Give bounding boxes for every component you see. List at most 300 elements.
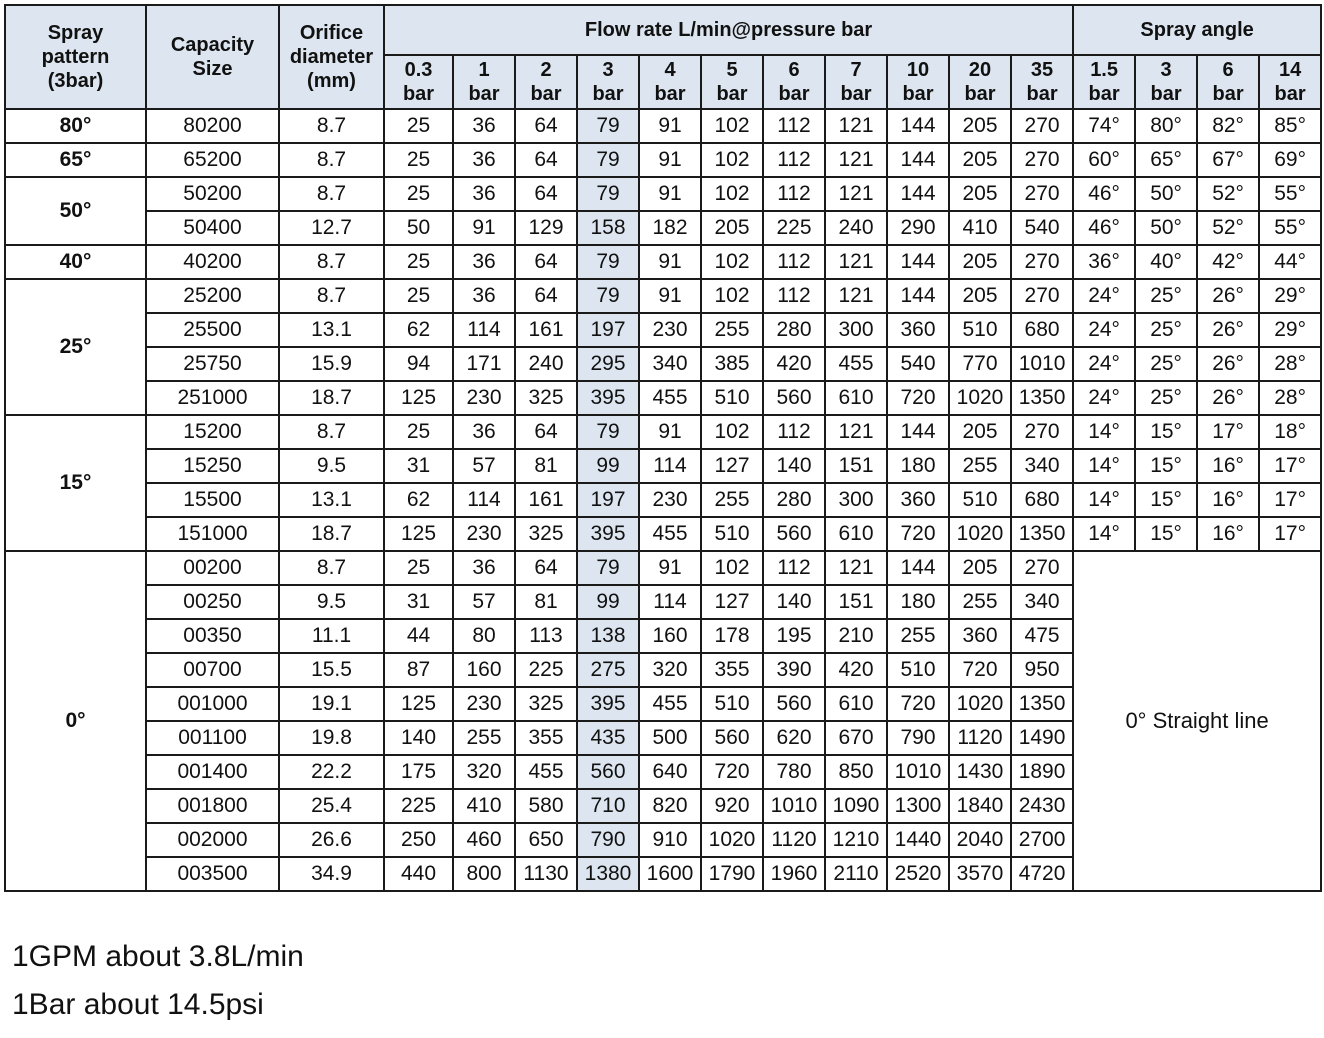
flow-rate-cell: 540 [887, 347, 949, 381]
orifice-diameter-cell: 18.7 [279, 517, 384, 551]
orifice-diameter-cell: 8.7 [279, 177, 384, 211]
flow-rate-cell: 25 [384, 279, 453, 313]
flow-rate-cell: 355 [701, 653, 763, 687]
table-row [5, 415, 1321, 449]
flow-rate-cell: 25 [384, 415, 453, 449]
flow-rate-cell: 36 [453, 415, 515, 449]
flow-rate-cell: 87 [384, 653, 453, 687]
flow-rate-cell: 102 [701, 143, 763, 177]
orifice-diameter-cell: 11.1 [279, 619, 384, 653]
flow-rate-cell: 205 [949, 143, 1011, 177]
flow-rate-cell: 455 [639, 517, 701, 551]
flow-rate-cell: 36 [453, 279, 515, 313]
flow-rate-cell: 197 [577, 483, 639, 517]
flow-rate-cell: 610 [825, 381, 887, 415]
flow-pressure-header [825, 55, 887, 109]
spray-angle-cell: 82° [1197, 109, 1259, 143]
pressure-unit: bar [654, 83, 686, 105]
flow-rate-cell: 300 [825, 483, 887, 517]
flow-rate-cell: 435 [577, 721, 639, 755]
flow-rate-cell: 1090 [825, 789, 887, 823]
flow-rate-cell: 1020 [949, 687, 1011, 721]
flow-rate-cell: 112 [763, 279, 825, 313]
flow-rate-cell: 3570 [949, 857, 1011, 891]
flow-rate-cell: 182 [639, 211, 701, 245]
flow-rate-cell: 99 [577, 585, 639, 619]
flow-pressure-header [453, 55, 515, 109]
flow-rate-cell: 102 [701, 177, 763, 211]
straight-line-cell: 0° Straight line [1073, 551, 1321, 891]
orifice-diameter-cell: 13.1 [279, 483, 384, 517]
flow-rate-cell: 114 [639, 585, 701, 619]
flow-rate-cell: 850 [825, 755, 887, 789]
flow-rate-cell: 1210 [825, 823, 887, 857]
flow-rate-cell: 270 [1011, 551, 1073, 585]
flow-rate-cell: 1490 [1011, 721, 1073, 755]
flow-pressure-header [1011, 55, 1073, 109]
table-header [5, 5, 1321, 109]
flow-rate-cell: 94 [384, 347, 453, 381]
flow-rate-cell: 25 [384, 177, 453, 211]
flow-rate-cell: 280 [763, 483, 825, 517]
flow-pressure-header [384, 55, 453, 109]
spray-angle-cell: 46° [1073, 177, 1135, 211]
flow-rate-cell: 610 [825, 687, 887, 721]
flow-rate-cell: 36 [453, 143, 515, 177]
spray-angle-cell: 46° [1073, 211, 1135, 245]
flow-rate-cell: 475 [1011, 619, 1073, 653]
spray-angle-cell: 18° [1259, 415, 1321, 449]
flow-pressure-header [887, 55, 949, 109]
flow-rate-cell: 225 [763, 211, 825, 245]
spray-angle-cell: 15° [1135, 517, 1197, 551]
flow-rate-cell: 138 [577, 619, 639, 653]
spray-pattern-cell: 40° [5, 245, 146, 279]
spray-angle-cell: 44° [1259, 245, 1321, 279]
flow-rate-cell: 81 [515, 585, 577, 619]
flow-rate-cell: 560 [763, 687, 825, 721]
orifice-diameter-cell: 9.5 [279, 449, 384, 483]
spray-angle-cell: 55° [1259, 211, 1321, 245]
flow-rate-cell: 4720 [1011, 857, 1073, 891]
flow-rate-cell: 112 [763, 245, 825, 279]
flow-rate-cell: 79 [577, 245, 639, 279]
pressure-value: 6 [1222, 59, 1234, 81]
nozzle-spec-table [4, 4, 1322, 892]
header-spray-angle: Spray angle [1073, 5, 1321, 55]
flow-rate-cell: 91 [453, 211, 515, 245]
flow-rate-cell: 1350 [1011, 687, 1073, 721]
flow-rate-cell: 230 [453, 517, 515, 551]
flow-rate-cell: 710 [577, 789, 639, 823]
flow-rate-cell: 800 [453, 857, 515, 891]
flow-rate-cell: 225 [384, 789, 453, 823]
flow-rate-cell: 1020 [949, 381, 1011, 415]
flow-rate-cell: 79 [577, 109, 639, 143]
flow-rate-cell: 360 [949, 619, 1011, 653]
flow-rate-cell: 91 [639, 551, 701, 585]
spray-angle-cell: 16° [1197, 483, 1259, 517]
flow-rate-cell: 230 [453, 381, 515, 415]
spray-angle-cell: 52° [1197, 211, 1259, 245]
spray-pattern-cell: 0° [5, 551, 146, 891]
flow-rate-cell: 790 [887, 721, 949, 755]
spray-angle-cell: 24° [1073, 279, 1135, 313]
capacity-size-cell: 00350 [146, 619, 279, 653]
orifice-diameter-cell: 34.9 [279, 857, 384, 891]
table-row [5, 313, 1321, 347]
spray-angle-cell: 26° [1197, 381, 1259, 415]
flow-rate-cell: 64 [515, 551, 577, 585]
flow-rate-cell: 102 [701, 109, 763, 143]
flow-rate-cell: 125 [384, 687, 453, 721]
capacity-size-cell: 50400 [146, 211, 279, 245]
flow-rate-cell: 144 [887, 279, 949, 313]
orifice-diameter-cell: 25.4 [279, 789, 384, 823]
pressure-value: 1.5 [1090, 59, 1118, 81]
flow-rate-cell: 79 [577, 279, 639, 313]
flow-rate-cell: 1430 [949, 755, 1011, 789]
flow-rate-cell: 1020 [949, 517, 1011, 551]
flow-rate-cell: 113 [515, 619, 577, 653]
flow-rate-cell: 160 [453, 653, 515, 687]
flow-rate-cell: 720 [887, 517, 949, 551]
flow-rate-cell: 1890 [1011, 755, 1073, 789]
flow-rate-cell: 640 [639, 755, 701, 789]
spray-angle-cell: 24° [1073, 347, 1135, 381]
spray-angle-cell: 15° [1135, 415, 1197, 449]
flow-rate-cell: 340 [639, 347, 701, 381]
flow-rate-cell: 270 [1011, 143, 1073, 177]
capacity-size-cell: 80200 [146, 109, 279, 143]
orifice-diameter-cell: 8.7 [279, 551, 384, 585]
flow-rate-cell: 175 [384, 755, 453, 789]
pressure-value: 7 [850, 59, 862, 81]
spray-angle-cell: 17° [1259, 449, 1321, 483]
flow-rate-cell: 560 [577, 755, 639, 789]
flow-rate-cell: 510 [701, 517, 763, 551]
orifice-diameter-cell: 22.2 [279, 755, 384, 789]
flow-rate-cell: 255 [701, 313, 763, 347]
flow-rate-cell: 1300 [887, 789, 949, 823]
flow-rate-cell: 240 [825, 211, 887, 245]
pressure-value: 0.3 [404, 59, 433, 81]
capacity-size-cell: 251000 [146, 381, 279, 415]
flow-rate-cell: 680 [1011, 483, 1073, 517]
flow-rate-cell: 510 [701, 687, 763, 721]
flow-rate-cell: 62 [384, 313, 453, 347]
orifice-diameter-cell: 18.7 [279, 381, 384, 415]
spray-angle-cell: 26° [1197, 279, 1259, 313]
flow-rate-cell: 36 [453, 109, 515, 143]
capacity-size-cell: 40200 [146, 245, 279, 279]
flow-rate-cell: 91 [639, 245, 701, 279]
flow-rate-cell: 205 [701, 211, 763, 245]
flow-rate-cell: 510 [949, 313, 1011, 347]
flow-rate-cell: 340 [1011, 449, 1073, 483]
flow-rate-cell: 295 [577, 347, 639, 381]
flow-rate-cell: 510 [701, 381, 763, 415]
flow-rate-cell: 560 [701, 721, 763, 755]
flow-rate-cell: 112 [763, 109, 825, 143]
spray-angle-cell: 74° [1073, 109, 1135, 143]
flow-rate-cell: 102 [701, 415, 763, 449]
flow-rate-cell: 140 [763, 585, 825, 619]
capacity-size-cell: 00700 [146, 653, 279, 687]
flow-rate-cell: 1960 [763, 857, 825, 891]
table-row [5, 381, 1321, 415]
angle-pressure-header [1073, 55, 1135, 109]
flow-rate-cell: 79 [577, 177, 639, 211]
flow-rate-cell: 102 [701, 279, 763, 313]
flow-rate-cell: 650 [515, 823, 577, 857]
flow-rate-cell: 320 [639, 653, 701, 687]
flow-rate-cell: 240 [515, 347, 577, 381]
spray-angle-cell: 14° [1073, 517, 1135, 551]
flow-rate-cell: 395 [577, 687, 639, 721]
flow-rate-cell: 112 [763, 551, 825, 585]
flow-rate-cell: 102 [701, 245, 763, 279]
capacity-size-cell: 001800 [146, 789, 279, 823]
flow-rate-cell: 290 [887, 211, 949, 245]
capacity-size-cell: 25200 [146, 279, 279, 313]
spray-angle-cell: 15° [1135, 449, 1197, 483]
flow-rate-cell: 121 [825, 415, 887, 449]
spray-angle-cell: 15° [1135, 483, 1197, 517]
orifice-diameter-cell: 12.7 [279, 211, 384, 245]
flow-rate-cell: 102 [701, 551, 763, 585]
flow-rate-cell: 540 [1011, 211, 1073, 245]
flow-rate-cell: 1840 [949, 789, 1011, 823]
flow-rate-cell: 91 [639, 143, 701, 177]
flow-rate-cell: 178 [701, 619, 763, 653]
flow-rate-cell: 25 [384, 143, 453, 177]
flow-rate-cell: 161 [515, 313, 577, 347]
orifice-diameter-cell: 15.5 [279, 653, 384, 687]
flow-rate-cell: 270 [1011, 109, 1073, 143]
flow-rate-cell: 161 [515, 483, 577, 517]
orifice-diameter-cell: 9.5 [279, 585, 384, 619]
flow-rate-cell: 560 [763, 517, 825, 551]
capacity-size-cell: 001100 [146, 721, 279, 755]
flow-rate-cell: 205 [949, 279, 1011, 313]
flow-rate-cell: 270 [1011, 279, 1073, 313]
capacity-size-cell: 65200 [146, 143, 279, 177]
flow-rate-cell: 325 [515, 381, 577, 415]
spray-angle-cell: 67° [1197, 143, 1259, 177]
table-row [5, 551, 1321, 585]
pressure-unit: bar [468, 83, 500, 105]
capacity-size-cell: 50200 [146, 177, 279, 211]
flow-rate-cell: 610 [825, 517, 887, 551]
flow-rate-cell: 64 [515, 143, 577, 177]
flow-rate-cell: 64 [515, 415, 577, 449]
capacity-size-cell: 001000 [146, 687, 279, 721]
spray-angle-cell: 17° [1197, 415, 1259, 449]
flow-rate-cell: 2520 [887, 857, 949, 891]
flow-rate-cell: 620 [763, 721, 825, 755]
flow-rate-cell: 790 [577, 823, 639, 857]
orifice-diameter-cell: 13.1 [279, 313, 384, 347]
flow-rate-cell: 255 [949, 449, 1011, 483]
pressure-value: 6 [788, 59, 800, 81]
flow-rate-cell: 1120 [763, 823, 825, 857]
flow-rate-cell: 560 [763, 381, 825, 415]
flow-rate-cell: 1010 [763, 789, 825, 823]
note-gpm-conversion: 1GPM about 3.8L/min [12, 940, 304, 973]
spray-angle-cell: 40° [1135, 245, 1197, 279]
pressure-unit: bar [716, 83, 748, 105]
flow-rate-cell: 670 [825, 721, 887, 755]
table-row [5, 143, 1321, 177]
orifice-diameter-cell: 8.7 [279, 109, 384, 143]
flow-rate-cell: 64 [515, 245, 577, 279]
flow-rate-cell: 410 [453, 789, 515, 823]
pressure-value: 10 [906, 59, 930, 81]
flow-rate-cell: 114 [453, 313, 515, 347]
pressure-value: 20 [968, 59, 992, 81]
flow-rate-cell: 360 [887, 313, 949, 347]
pressure-unit: bar [530, 83, 562, 105]
spray-angle-cell: 52° [1197, 177, 1259, 211]
spray-angle-cell: 29° [1259, 313, 1321, 347]
table-row [5, 483, 1321, 517]
orifice-diameter-cell: 8.7 [279, 415, 384, 449]
pressure-value: 5 [726, 59, 738, 81]
flow-rate-cell: 36 [453, 245, 515, 279]
flow-rate-cell: 230 [639, 483, 701, 517]
flow-rate-cell: 125 [384, 517, 453, 551]
flow-rate-cell: 770 [949, 347, 1011, 381]
pressure-value: 1 [478, 59, 490, 81]
pressure-unit: bar [1212, 83, 1244, 105]
flow-rate-cell: 121 [825, 245, 887, 279]
table-row [5, 279, 1321, 313]
spray-angle-cell: 25° [1135, 313, 1197, 347]
flow-rate-cell: 910 [639, 823, 701, 857]
flow-rate-cell: 1350 [1011, 517, 1073, 551]
flow-rate-cell: 129 [515, 211, 577, 245]
spray-angle-cell: 24° [1073, 313, 1135, 347]
spray-pattern-cell: 65° [5, 143, 146, 177]
flow-rate-cell: 121 [825, 177, 887, 211]
table-row [5, 347, 1321, 381]
angle-pressure-header [1135, 55, 1197, 109]
flow-rate-cell: 151 [825, 585, 887, 619]
orifice-diameter-cell: 8.7 [279, 245, 384, 279]
flow-rate-cell: 580 [515, 789, 577, 823]
spray-angle-cell: 17° [1259, 483, 1321, 517]
flow-rate-cell: 144 [887, 177, 949, 211]
flow-rate-cell: 205 [949, 245, 1011, 279]
flow-rate-cell: 205 [949, 177, 1011, 211]
spray-angle-cell: 25° [1135, 279, 1197, 313]
capacity-size-cell: 003500 [146, 857, 279, 891]
table-row [5, 211, 1321, 245]
flow-rate-cell: 270 [1011, 245, 1073, 279]
flow-rate-cell: 2110 [825, 857, 887, 891]
capacity-size-cell: 002000 [146, 823, 279, 857]
flow-rate-cell: 280 [763, 313, 825, 347]
flow-rate-cell: 420 [763, 347, 825, 381]
flow-rate-cell: 2040 [949, 823, 1011, 857]
spray-angle-cell: 60° [1073, 143, 1135, 177]
spray-angle-cell: 24° [1073, 381, 1135, 415]
pressure-value: 35 [1030, 59, 1054, 81]
spray-angle-cell: 25° [1135, 381, 1197, 415]
flow-pressure-header [949, 55, 1011, 109]
flow-rate-cell: 1010 [1011, 347, 1073, 381]
spray-angle-cell: 28° [1259, 347, 1321, 381]
flow-rate-cell: 395 [577, 381, 639, 415]
flow-rate-cell: 950 [1011, 653, 1073, 687]
flow-pressure-header [701, 55, 763, 109]
flow-rate-cell: 80 [453, 619, 515, 653]
capacity-size-cell: 00250 [146, 585, 279, 619]
spray-angle-cell: 55° [1259, 177, 1321, 211]
pressure-unit: bar [1274, 83, 1306, 105]
flow-rate-cell: 114 [639, 449, 701, 483]
note-bar-conversion: 1Bar about 14.5psi [12, 988, 264, 1021]
spray-angle-cell: 16° [1197, 449, 1259, 483]
flow-rate-cell: 460 [453, 823, 515, 857]
spray-angle-cell: 50° [1135, 177, 1197, 211]
orifice-diameter-cell: 15.9 [279, 347, 384, 381]
spray-angle-cell: 28° [1259, 381, 1321, 415]
capacity-size-cell: 25500 [146, 313, 279, 347]
pressure-unit: bar [840, 83, 872, 105]
flow-rate-cell: 57 [453, 449, 515, 483]
flow-rate-cell: 62 [384, 483, 453, 517]
flow-rate-cell: 91 [639, 415, 701, 449]
spray-pattern-cell: 15° [5, 415, 146, 551]
spray-pattern-cell: 25° [5, 279, 146, 415]
spray-angle-cell: 14° [1073, 415, 1135, 449]
flow-rate-cell: 1600 [639, 857, 701, 891]
flow-rate-cell: 114 [453, 483, 515, 517]
flow-rate-cell: 325 [515, 687, 577, 721]
flow-rate-cell: 197 [577, 313, 639, 347]
flow-rate-cell: 144 [887, 415, 949, 449]
flow-rate-cell: 180 [887, 449, 949, 483]
orifice-diameter-cell: 8.7 [279, 143, 384, 177]
flow-rate-cell: 780 [763, 755, 825, 789]
flow-rate-cell: 31 [384, 585, 453, 619]
spray-angle-cell: 85° [1259, 109, 1321, 143]
flow-pressure-header [515, 55, 577, 109]
flow-pressure-header [577, 55, 639, 109]
spray-pattern-cell: 50° [5, 177, 146, 245]
pressure-unit: bar [1026, 83, 1058, 105]
table-body [5, 109, 1321, 891]
flow-rate-cell: 127 [701, 585, 763, 619]
header-spray-pattern: Spray pattern (3bar) [5, 5, 146, 109]
capacity-size-cell: 25750 [146, 347, 279, 381]
flow-rate-cell: 79 [577, 415, 639, 449]
flow-rate-cell: 112 [763, 143, 825, 177]
flow-rate-cell: 195 [763, 619, 825, 653]
pressure-value: 2 [540, 59, 552, 81]
capacity-size-cell: 15500 [146, 483, 279, 517]
flow-rate-cell: 1790 [701, 857, 763, 891]
flow-rate-cell: 455 [825, 347, 887, 381]
flow-rate-cell: 360 [887, 483, 949, 517]
table-row [5, 109, 1321, 143]
table-row [5, 177, 1321, 211]
flow-rate-cell: 325 [515, 517, 577, 551]
flow-rate-cell: 275 [577, 653, 639, 687]
flow-rate-cell: 25 [384, 245, 453, 279]
